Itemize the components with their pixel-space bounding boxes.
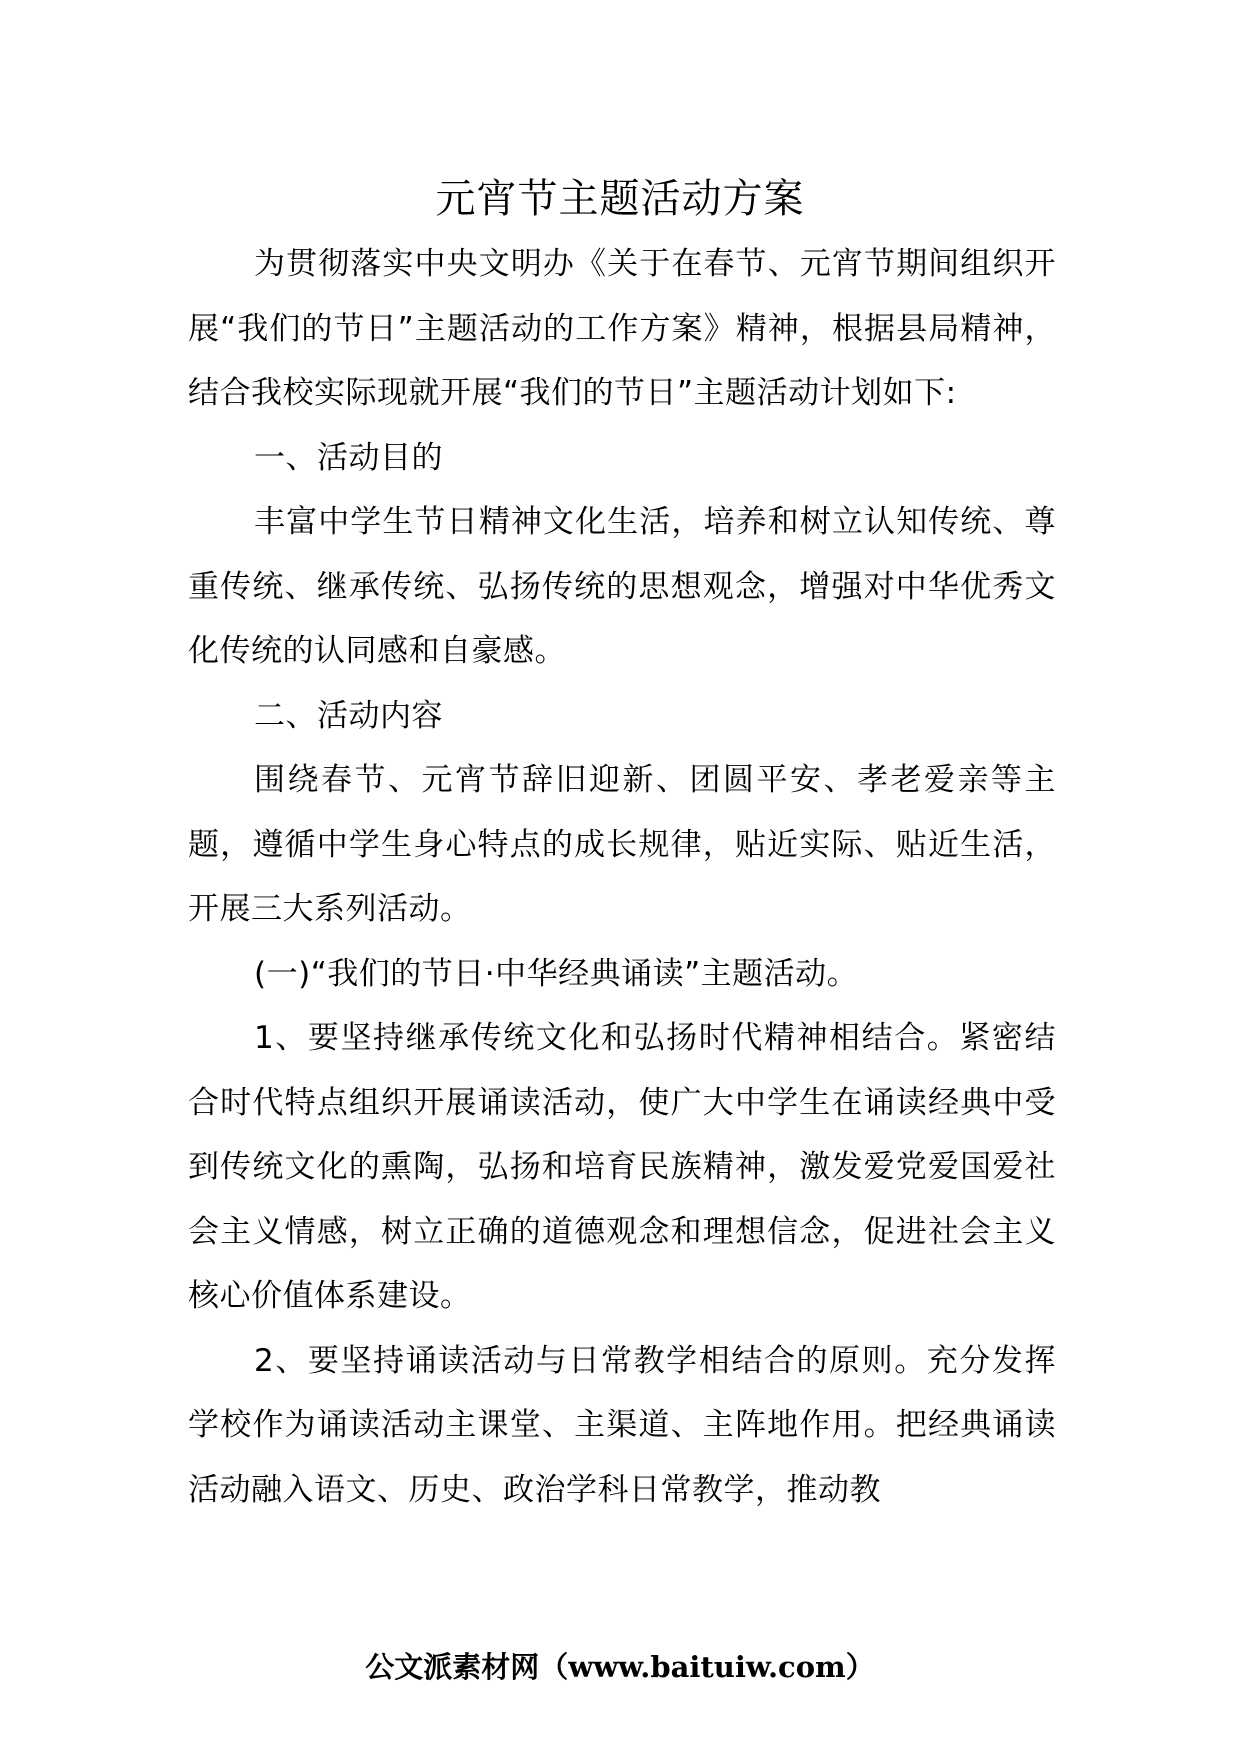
document-body [188,232,1056,1522]
heading-activity-content: 二、活动内容 [254,697,443,734]
paragraph-intro: 为贯彻落实中央文明办《关于在春节、元宵节期间组织开展“我们的节日”主题活动的工作方案》精神，根据县局精神，结合我校实际现就开展“我们的节日”主题活动计划如下: [188,246,1056,411]
paragraph-point-2: 2、要坚持诵读活动与日常教学相结合的原则。充分发挥学校作为诵读活动主课堂、主渠道、主阵地作用。把经典诵读活动融入语文、历史、政治学科日常教学，推动教 [188,1342,1056,1508]
paragraph-activity-purpose: 丰富中学生节日精神文化生活，培养和树立认知传统、尊重传统、继承传统、弘扬传统的思想观念，增强对中华优秀文化传统的认同感和自豪感。 [188,504,1056,669]
paragraph-point-1: 1、要坚持继承传统文化和弘扬时代精神相结合。紧密结合时代特点组织开展诵读活动，使广大中学生在诵读经典中受到传统文化的熏陶，弘扬和培育民族精神，激发爱党爱国爱社会主义情感，树立正确的道德观念和理想信念，促进社会主义核心价值体系建设。 [188,1020,1056,1314]
footer-watermark: 公文派素材网（www.baituiw.com） [365,1650,875,1684]
paragraph-activity-content: 围绕春节、元宵节辞旧迎新、团圆平安、孝老爱亲等主题，遵循中学生身心特点的成长规律，贴近实际、贴近生活，开展三大系列活动。 [188,762,1056,927]
heading-activity-purpose: 一、活动目的 [254,439,443,476]
subheading-classic-reading: (一)“我们的节日·中华经典诵读”主题活动。 [254,955,859,992]
document-title: 元宵节主题活动方案 [435,176,805,222]
